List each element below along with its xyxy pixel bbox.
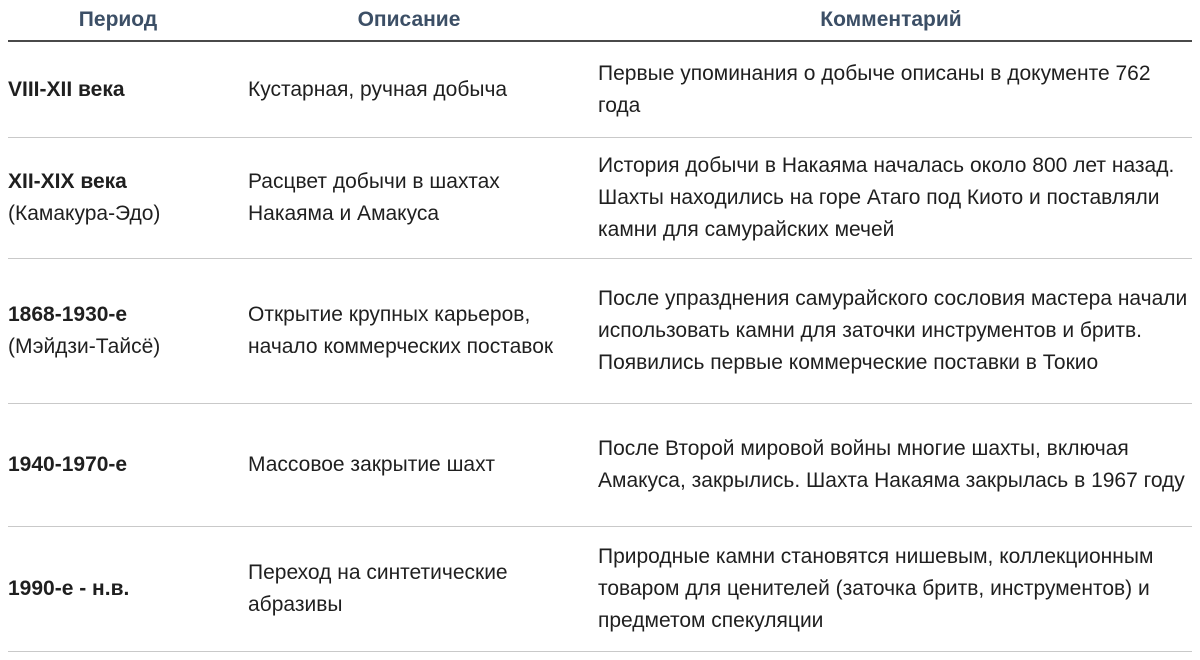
- comment-text: История добычи в Накаяма началась около 800 лет назад. Шахты находились на горе Атаго под Киото и поставляли камни для самурайских мечей: [598, 154, 1175, 241]
- period-cell: [8, 527, 228, 652]
- description-cell: [228, 41, 590, 138]
- comment-text: После упразднения самурайского сословия мастера начали использовать камни для заточки инструментов и бритв. Появились первые коммерческие поставки в Токио: [598, 287, 1188, 374]
- description-text: Открытие крупных карьеров, начало коммерческих поставок: [248, 303, 554, 358]
- table-row: [8, 41, 1192, 138]
- period-label: VIII-XII века: [8, 77, 125, 101]
- period-cell: [8, 404, 228, 527]
- header-comment: Комментарий: [590, 0, 1192, 41]
- period-label: 1990-е - н.в.: [8, 577, 130, 600]
- period-cell: [8, 259, 228, 404]
- table-header-row: [8, 0, 1192, 41]
- period-era: (Мэйдзи-Тайсё): [8, 335, 161, 358]
- description-cell: [228, 404, 590, 527]
- description-cell: [228, 138, 590, 259]
- description-text: Кустарная, ручная добыча: [248, 77, 508, 101]
- period-label: XII-XIX века: [8, 170, 127, 193]
- comment-text: Первые упоминания о добыче описаны в документе 762 года: [598, 61, 1151, 117]
- period-cell: [8, 41, 228, 138]
- header-period: Период: [8, 0, 228, 41]
- comment-cell: [590, 138, 1192, 259]
- description-text: Переход на синтетические абразивы: [248, 561, 508, 616]
- period-label: 1940-1970-е: [8, 453, 128, 476]
- comment-text: Природные камни становятся нишевым, коллекционным товаром для ценителей (заточка бритв, инструментов) и предметом спекуляции: [598, 545, 1154, 632]
- comment-cell: [590, 527, 1192, 652]
- table-row: [8, 527, 1192, 652]
- comment-cell: [590, 404, 1192, 527]
- comment-text: После Второй мировой войны многие шахты, включая Амакуса, закрылись. Шахта Накаяма закрылась в 1967 году: [598, 437, 1185, 492]
- table-row: [8, 259, 1192, 404]
- comment-cell: [590, 259, 1192, 404]
- header-description: Описание: [228, 0, 590, 41]
- description-cell: [228, 259, 590, 404]
- comment-cell: [590, 41, 1192, 138]
- period-label: 1868-1930-е: [8, 303, 128, 326]
- history-table: [8, 0, 1192, 652]
- description-text: Расцвет добычи в шахтах Накаяма и Амакуса: [248, 170, 500, 225]
- period-era: (Камакура-Эдо): [8, 202, 161, 225]
- table-row: [8, 404, 1192, 527]
- description-cell: [228, 527, 590, 652]
- period-cell: [8, 138, 228, 259]
- table-row: [8, 138, 1192, 259]
- description-text: Массовое закрытие шахт: [248, 453, 495, 476]
